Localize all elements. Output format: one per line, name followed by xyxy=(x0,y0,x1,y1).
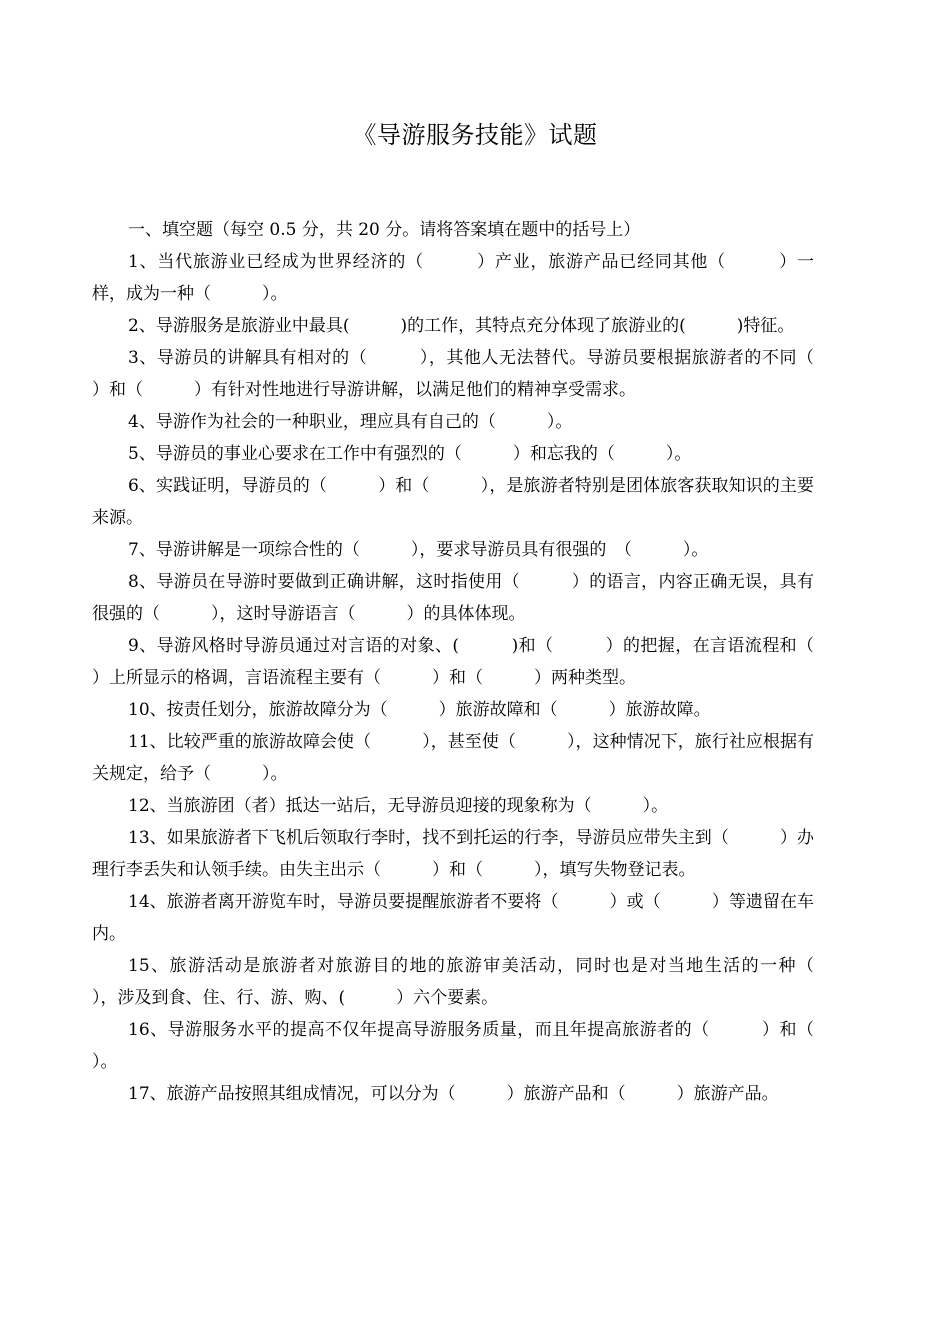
question-3: 3、导游员的讲解具有相对的（ ），其他人无法替代。导游员要根据旅游者的不同（ ）和（ ）有针对性地进行导游讲解，以满足他们的精神享受需求。 xyxy=(92,348,865,400)
question-11: 11、比较严重的旅游故障会使（ ），甚至使（ ），这种情况下，旅行社应根据有关规定，给予（ ）。 xyxy=(92,732,814,784)
question-10: 10、按责任划分，旅游故障分为（ ）旅游故障和（ ）旅游故障。 xyxy=(128,700,711,720)
section-heading: 一、填空题（每空 0.5 分，共 20 分。请将答案填在题中的括号上） xyxy=(128,220,641,240)
question-15: 15、旅游活动是旅游者对旅游目的地的旅游审美活动，同时也是对当地生活的一种（ ），涉及到食、住、行、游、购、( ）六个要素。 xyxy=(92,956,865,1008)
question-7: 7、导游讲解是一项综合性的（ ），要求导游员具有很强的 （ ）。 xyxy=(128,540,709,560)
question-16: 16、导游服务水平的提高不仅年提高导游服务质量，而且年提高旅游者的（ ）和（ ）。 xyxy=(92,1020,865,1072)
question-1: 1、当代旅游业已经成为世界经济的（ ）产业，旅游产品已经同其他（ ）一样，成为一种（ ）。 xyxy=(92,252,814,304)
question-2: 2、导游服务是旅游业中最具( )的工作，其特点充分体现了旅游业的( )特征。 xyxy=(128,316,795,336)
exam-body xyxy=(92,214,865,1110)
question-17: 17、旅游产品按照其组成情况，可以分为（ ）旅游产品和（ ）旅游产品。 xyxy=(128,1084,779,1104)
question-14: 14、旅游者离开游览车时，导游员要提醒旅游者不要将（ ）或（ ）等遗留在车内。 xyxy=(92,892,814,944)
question-12: 12、当旅游团（者）抵达一站后，无导游员迎接的现象称为（ ）。 xyxy=(128,796,669,816)
question-13: 13、如果旅游者下飞机后领取行李时，找不到托运的行李，导游员应带失主到（ ）办理行李丢失和认领手续。由失主出示（ ）和（ ），填写失物登记表。 xyxy=(92,828,814,880)
question-8: 8、导游员在导游时要做到正确讲解，这时指使用（ ）的语言，内容正确无误，具有很强的（ ），这时导游语言（ ）的具体体现。 xyxy=(92,572,814,624)
question-9: 9、导游风格时导游员通过对言语的对象、( )和（ ）的把握，在言语流程和（ ）上所显示的格调，言语流程主要有（ ）和（ ）两种类型。 xyxy=(92,636,865,688)
question-6: 6、实践证明，导游员的（ ）和（ ），是旅游者特别是团体旅客获取知识的主要来源。 xyxy=(92,476,814,528)
question-4: 4、导游作为社会的一种职业，理应具有自己的（ ）。 xyxy=(128,412,573,432)
question-5: 5、导游员的事业心要求在工作中有强烈的（ ）和忘我的（ ）。 xyxy=(128,444,692,464)
exam-title: 《导游服务技能》试题 xyxy=(352,121,598,149)
